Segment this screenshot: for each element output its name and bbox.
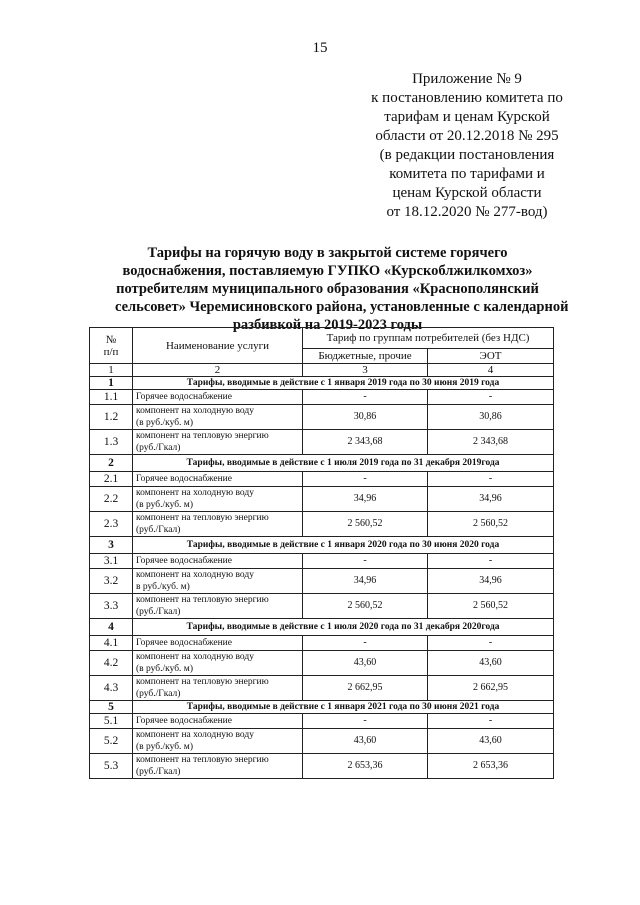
appendix-line: комитета по тарифами и (389, 166, 545, 182)
header-service: Наименование услуги (133, 328, 303, 364)
title-line: водоснабжения, поставляемую ГУПКО «Курскоблжилкомхоз» (122, 263, 533, 279)
row-number: 3.2 (90, 569, 133, 594)
period-number: 2 (90, 455, 133, 472)
row-number: 1.1 (90, 390, 133, 405)
table-header-row (90, 328, 554, 349)
row-number: 5.2 (90, 729, 133, 754)
row-number: 5.1 (90, 714, 133, 729)
table-row (90, 430, 554, 455)
appendix-line: тарифам и ценам Курской (384, 109, 550, 125)
service-name: компонент на тепловую энергию (руб./Гкал) (133, 512, 303, 537)
budget-value: - (303, 714, 428, 729)
service-name: компонент на холодную воду (в руб./куб. м) (133, 651, 303, 676)
period-row (90, 377, 554, 390)
row-number: 4.1 (90, 636, 133, 651)
title-line: сельсовет» Черемисиновского района, установленные с календарной (115, 299, 569, 315)
header-num: № п/п (90, 328, 133, 364)
budget-value: 2 653,36 (303, 754, 428, 779)
period-title: Тарифы, вводимые в действие с 1 января 2019 года по 30 июня 2019 года (133, 377, 554, 390)
eot-value: 30,86 (428, 405, 554, 430)
eot-value: 43,60 (428, 729, 554, 754)
eot-value: 43,60 (428, 651, 554, 676)
header-budget: Бюджетные, прочие (303, 349, 428, 364)
eot-value: 2 343,68 (428, 430, 554, 455)
service-name: компонент на холодную воду (в руб./куб. м) (133, 405, 303, 430)
budget-value: 2 560,52 (303, 594, 428, 619)
row-number: 1.3 (90, 430, 133, 455)
appendix-line: ценам Курской области (392, 185, 542, 201)
service-name: компонент на тепловую энергию (руб./Гкал) (133, 594, 303, 619)
service-name: компонент на холодную воду в руб./куб. м) (133, 569, 303, 594)
budget-value: - (303, 390, 428, 405)
row-number: 2.3 (90, 512, 133, 537)
appendix-line: области от 20.12.2018 № 295 (375, 128, 559, 144)
period-row (90, 619, 554, 636)
appendix-line: от 18.12.2020 № 277-вод) (386, 204, 548, 220)
table-row (90, 636, 554, 651)
row-number: 5.3 (90, 754, 133, 779)
period-row (90, 701, 554, 714)
index-cell: 4 (428, 364, 554, 377)
eot-value: 2 560,52 (428, 594, 554, 619)
eot-value: 34,96 (428, 487, 554, 512)
period-number: 5 (90, 701, 133, 714)
budget-value: 34,96 (303, 569, 428, 594)
row-number: 2.1 (90, 472, 133, 487)
row-number: 3.3 (90, 594, 133, 619)
index-cell: 3 (303, 364, 428, 377)
row-number: 1.2 (90, 405, 133, 430)
budget-value: 2 662,95 (303, 676, 428, 701)
table-row (90, 754, 554, 779)
period-number: 1 (90, 377, 133, 390)
period-row (90, 537, 554, 554)
table-row (90, 651, 554, 676)
service-name: компонент на холодную воду (в руб./куб. м) (133, 729, 303, 754)
table-row (90, 676, 554, 701)
period-title: Тарифы, вводимые в действие с 1 января 2021 года по 30 июня 2021 года (133, 701, 554, 714)
budget-value: 34,96 (303, 487, 428, 512)
table-row (90, 554, 554, 569)
table-row (90, 487, 554, 512)
service-name: компонент на тепловую энергию (руб./Гкал) (133, 754, 303, 779)
eot-value: - (428, 554, 554, 569)
table-row (90, 405, 554, 430)
header-eot: ЭОТ (428, 349, 554, 364)
tariff-table (89, 327, 554, 779)
period-title: Тарифы, вводимые в действие с 1 июля 2020 года по 31 декабря 2020года (133, 619, 554, 636)
table-row (90, 729, 554, 754)
row-number: 2.2 (90, 487, 133, 512)
service-name: Горячее водоснабжение (133, 472, 303, 487)
row-number: 3.1 (90, 554, 133, 569)
period-row (90, 455, 554, 472)
table-row (90, 569, 554, 594)
budget-value: - (303, 636, 428, 651)
table-row (90, 512, 554, 537)
table-row (90, 594, 554, 619)
eot-value: - (428, 714, 554, 729)
period-title: Тарифы, вводимые в действие с 1 января 2020 года по 30 июня 2020 года (133, 537, 554, 554)
table-row (90, 472, 554, 487)
eot-value: 2 653,36 (428, 754, 554, 779)
service-name: компонент на холодную воду (в руб./куб. м) (133, 487, 303, 512)
header-tariff-group: Тариф по группам потребителей (без НДС) (303, 328, 554, 349)
budget-value: 30,86 (303, 405, 428, 430)
title-line: Тарифы на горячую воду в закрытой системе горячего (147, 245, 508, 261)
title-line: потребителям муниципального образования «Краснополянский (116, 281, 539, 297)
row-number: 4.3 (90, 676, 133, 701)
eot-value: - (428, 472, 554, 487)
table-row (90, 390, 554, 405)
tariff-table-body (90, 328, 554, 779)
index-cell: 1 (90, 364, 133, 377)
appendix-line: Приложение № 9 (412, 71, 522, 87)
index-cell: 2 (133, 364, 303, 377)
budget-value: 43,60 (303, 729, 428, 754)
appendix-note (352, 70, 582, 222)
row-number: 4.2 (90, 651, 133, 676)
budget-value: 43,60 (303, 651, 428, 676)
title-line: разбивкой на 2019-2023 годы (232, 317, 423, 333)
service-name: Горячее водоснабжение (133, 714, 303, 729)
appendix-line: к постановлению комитета по (371, 90, 563, 106)
appendix-line: (в редакции постановления (379, 147, 555, 163)
eot-value: 34,96 (428, 569, 554, 594)
service-name: Горячее водоснабжение (133, 554, 303, 569)
service-name: Горячее водоснабжение (133, 390, 303, 405)
table-row (90, 714, 554, 729)
eot-value: 2 560,52 (428, 512, 554, 537)
budget-value: 2 560,52 (303, 512, 428, 537)
period-number: 3 (90, 537, 133, 554)
document-title (115, 244, 569, 334)
period-title: Тарифы, вводимые в действие с 1 июля 2019 года по 31 декабря 2019года (133, 455, 554, 472)
period-number: 4 (90, 619, 133, 636)
eot-value: 2 662,95 (428, 676, 554, 701)
table-index-row (90, 364, 554, 377)
budget-value: - (303, 554, 428, 569)
eot-value: - (428, 390, 554, 405)
service-name: компонент на тепловую энергию (руб./Гкал) (133, 676, 303, 701)
budget-value: 2 343,68 (303, 430, 428, 455)
page-number: 15 (312, 40, 328, 56)
eot-value: - (428, 636, 554, 651)
service-name: Горячее водоснабжение (133, 636, 303, 651)
budget-value: - (303, 472, 428, 487)
service-name: компонент на тепловую энергию (руб./Гкал) (133, 430, 303, 455)
